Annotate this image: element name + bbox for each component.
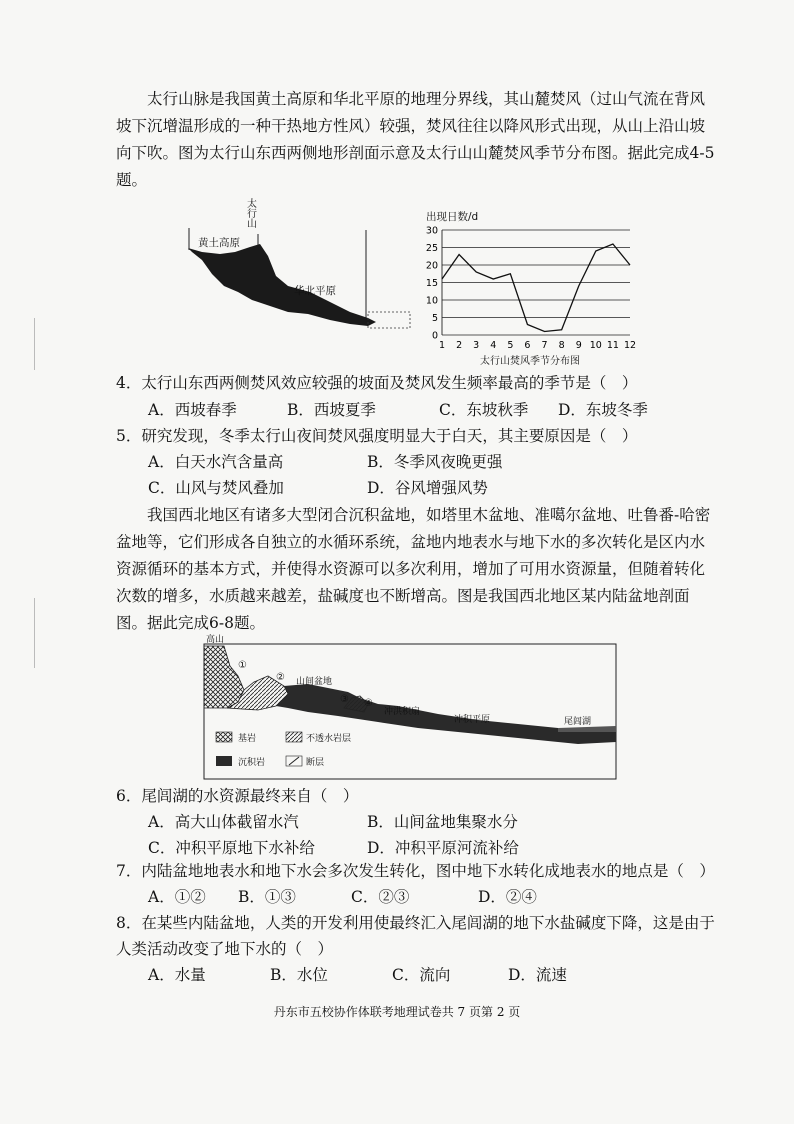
- inland-basin-figure: [198, 632, 622, 784]
- q8-option-c[interactable]: C．流向: [392, 966, 451, 984]
- question-7-stem: 7．内陆盆地地表水和地下水会多次发生转化，图中地下水转化成地表水的地点是（ ）: [116, 862, 715, 880]
- x-tick-label: 12: [623, 340, 637, 351]
- x-tick-label: 11: [606, 340, 619, 351]
- legend-aquiclude: 不透水岩层: [306, 734, 352, 744]
- x-tick-label: 6: [524, 340, 531, 351]
- label-mountain: 高山: [206, 635, 225, 645]
- q7-option-d[interactable]: D．②④: [478, 888, 537, 906]
- q7-option-a[interactable]: A．①②: [148, 888, 206, 906]
- label-n3: ③: [340, 694, 349, 705]
- x-tick-label: 3: [473, 340, 480, 351]
- x-tick-label: 7: [541, 340, 548, 351]
- q6-option-b[interactable]: B．山间盆地集聚水分: [367, 813, 518, 831]
- foehn-season-chart: [418, 208, 648, 368]
- y-tick-label: 5: [431, 313, 438, 324]
- x-tick-label: 9: [575, 340, 582, 351]
- north-china-plain-label: 华北平原: [294, 285, 336, 297]
- legend-sediment: 沉积岩: [238, 758, 266, 768]
- y-tick-label: 30: [425, 225, 438, 237]
- label-plain: 冲积平原: [454, 715, 491, 725]
- label-lake: 尾闾湖: [564, 717, 592, 727]
- y-tick-label: 20: [425, 260, 438, 272]
- terrain-profile-figure: [180, 190, 420, 340]
- x-tick-label: 10: [589, 340, 602, 351]
- legend-bedrock: 基岩: [238, 734, 257, 744]
- q8-option-b[interactable]: B．水位: [270, 966, 328, 984]
- label-n2: ②: [276, 672, 285, 683]
- q6-option-c[interactable]: C．冲积平原地下水补给: [148, 839, 315, 857]
- margin-mark: [34, 318, 35, 370]
- chart-ylabel: 出现日数/d: [426, 211, 479, 223]
- taihang-label: 太行山: [244, 198, 256, 228]
- intro-paragraph-1: 太行山脉是我国黄土高原和华北平原的地理分界线，其山麓焚风（过山气流在背风坡下沉增温形成的一种干热地方性风）较强，焚风往往以降风形式出现，从山上沿山坡向下吹。图为太行山东西两侧地形剖面示意及太行山山麓焚风季节分布图。据此完成4-5题。: [116, 90, 715, 189]
- y-tick-label: 10: [425, 295, 438, 307]
- x-tick-label: 8: [558, 340, 565, 351]
- series-line: [442, 244, 630, 332]
- q4-option-c[interactable]: C．东坡秋季: [439, 401, 529, 419]
- question-8-stem: 8．在某些内陆盆地，人类的开发利用使最终汇入尾闾湖的地下水盐碱度下降，这是由于人类活动改变了地下水的（ ）: [116, 914, 715, 958]
- y-tick-label: 15: [425, 278, 438, 289]
- x-tick-label: 4: [490, 340, 497, 351]
- q5-option-d[interactable]: D．谷风增强风势: [367, 479, 488, 497]
- page-footer: 丹东市五校协作体联考地理试卷共 7 页第 2 页: [273, 1005, 521, 1019]
- intro-paragraph-2: 我国西北地区有诸多大型闭合沉积盆地，如塔里木盆地、准噶尔盆地、吐鲁番-哈密盆地等，它们形成各自独立的水循环系统，盆地内地表水与地下水的多次转化是区内水资源循环的基本方式，并使得水资源可以多次利用，增加了可用水资源量，但随着转化次数的增多，水质越来越差，盐碱度也不断增高。图是我国西北地区某内陆盆地剖面图。据此完成6-8题。: [116, 506, 711, 632]
- question-4-stem: 4．太行山东西两侧焚风效应较强的坡面及焚风发生频率最高的季节是（ ）: [116, 374, 638, 392]
- terrain-silhouette: [188, 244, 376, 326]
- label-basin: 山间盆地: [296, 677, 333, 687]
- bedrock-mountain: [204, 646, 244, 708]
- label-n4: ④: [364, 698, 373, 709]
- y-tick-label: 0: [431, 330, 438, 342]
- question-6-stem: 6．尾闾湖的水资源最终来自（ ）: [116, 787, 359, 805]
- q8-option-a[interactable]: A．水量: [148, 966, 206, 984]
- q5-option-c[interactable]: C．山风与焚风叠加: [148, 479, 284, 497]
- label-n1: ①: [238, 660, 247, 671]
- q5-option-a[interactable]: A．白天水汽含量高: [148, 453, 284, 471]
- q5-option-b[interactable]: B．冬季风夜晚更强: [367, 453, 503, 471]
- q6-option-a[interactable]: A．高大山体截留水汽: [148, 813, 299, 831]
- q7-option-b[interactable]: B．①③: [238, 888, 296, 906]
- x-tick-label: 1: [438, 340, 446, 351]
- q4-option-b[interactable]: B．西坡夏季: [287, 401, 376, 419]
- loess-plateau-label: 黄土高原: [198, 237, 240, 249]
- margin-mark: [34, 598, 35, 668]
- y-tick-label: 25: [425, 243, 438, 254]
- x-tick-label: 2: [456, 340, 463, 351]
- q4-option-d[interactable]: D．东坡冬季: [558, 401, 648, 419]
- x-tick-label: 5: [507, 340, 514, 351]
- question-5-stem: 5．研究发现，冬季太行山夜间焚风强度明显大于白天，其主要原因是（ ）: [116, 427, 638, 445]
- q7-option-c[interactable]: C．②③: [351, 888, 410, 906]
- q4-option-a[interactable]: A．西坡春季: [148, 401, 237, 419]
- q6-option-d[interactable]: D．冲积平原河流补给: [367, 839, 519, 857]
- chart-title: 太行山焚风季节分布图: [480, 356, 580, 367]
- q8-option-d[interactable]: D．流速: [508, 966, 567, 984]
- label-fan: 冲洪积扇: [384, 707, 421, 717]
- legend-fault: 断层: [306, 758, 325, 768]
